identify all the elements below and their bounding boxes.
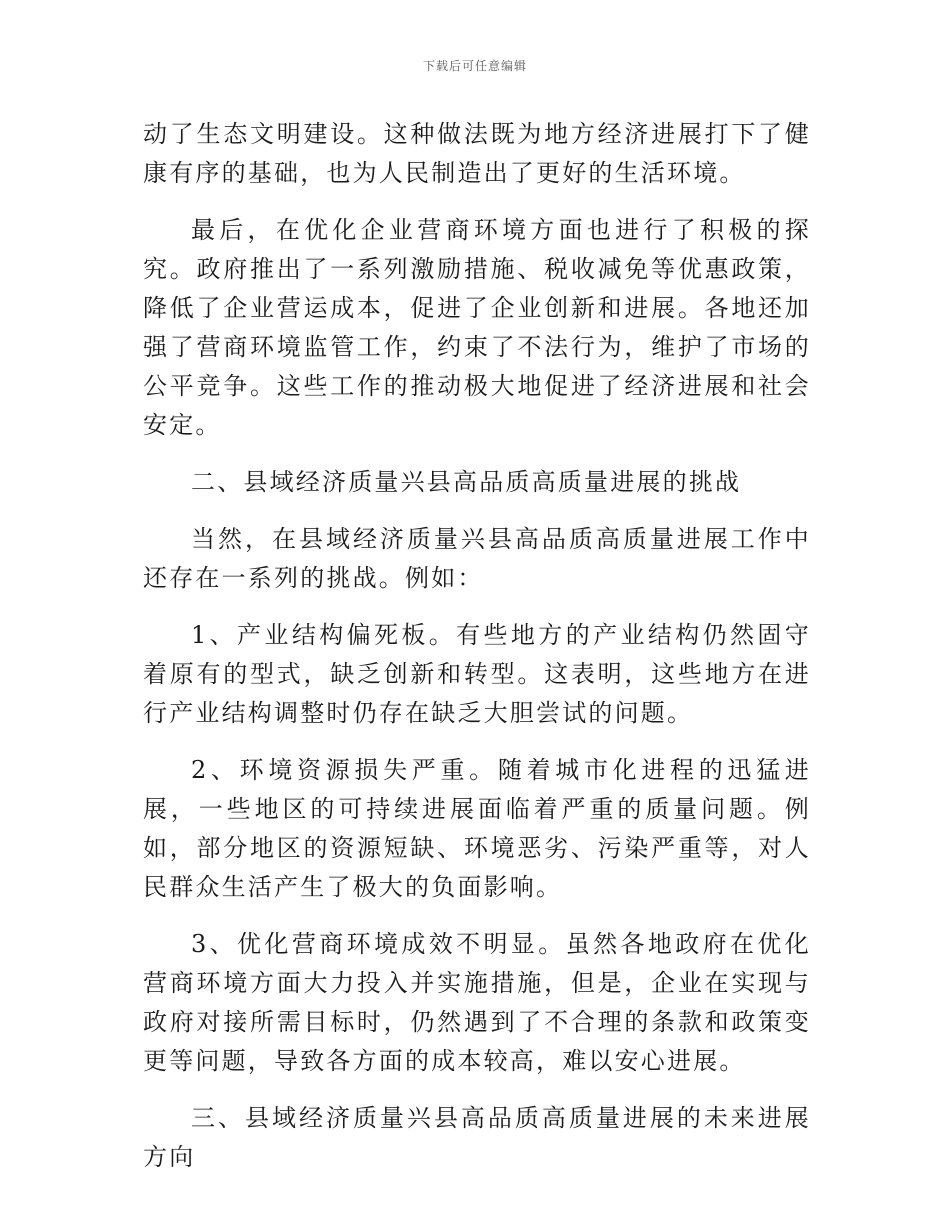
paragraph-challenges-intro: 当然，在县域经济质量兴县高品质高质量进展工作中还存在一系列的挑战。例如： [143,525,811,592]
paragraph-continuation: 动了生态文明建设。这种做法既为地方经济进展打下了健康有序的基础，也为人民制造出了更好的生活环境。 [143,120,811,187]
section-heading-challenges: 二、县域经济质量兴县高品质高质量进展的挑战 [191,468,742,496]
document-body [143,115,811,1195]
section-heading-future: 三、县域经济质量兴县高品质高质量进展的未来进展方向 [143,1104,811,1171]
page-header: 下载后可任意编辑 [422,59,527,73]
paragraph-challenge-1: 1、产业结构偏死板。有些地方的产业结构仍然固守着原有的型式，缺乏创新和转型。这表明，这些地方在进行产业结构调整时仍存在缺乏大胆尝试的问题。 [143,621,811,727]
paragraph-challenge-3: 3、优化营商环境成效不明显。虽然各地政府在优化营商环境方面大力投入并实施措施，但是，企业在实现与政府对接所需目标时，仍然遇到了不合理的条款和政策变更等问题，导致各方面的成本较高，难以安心进展。 [143,930,811,1075]
paragraph-challenge-2: 2、环境资源损失严重。随着城市化进程的迅猛进展，一些地区的可持续进展面临着严重的质量问题。例如，部分地区的资源短缺、环境恶劣、污染严重等，对人民群众生活产生了极大的负面影响。 [143,756,811,901]
paragraph-business-environment: 最后，在优化企业营商环境方面也进行了积极的探究。政府推出了一系列激励措施、税收减免等优惠政策，降低了企业营运成本，促进了企业创新和进展。各地还加强了营商环境监管工作，约束了不法行为，维护了市场的公平竞争。这些工作的推动极大地促进了经济进展和社会安定。 [143,216,811,439]
